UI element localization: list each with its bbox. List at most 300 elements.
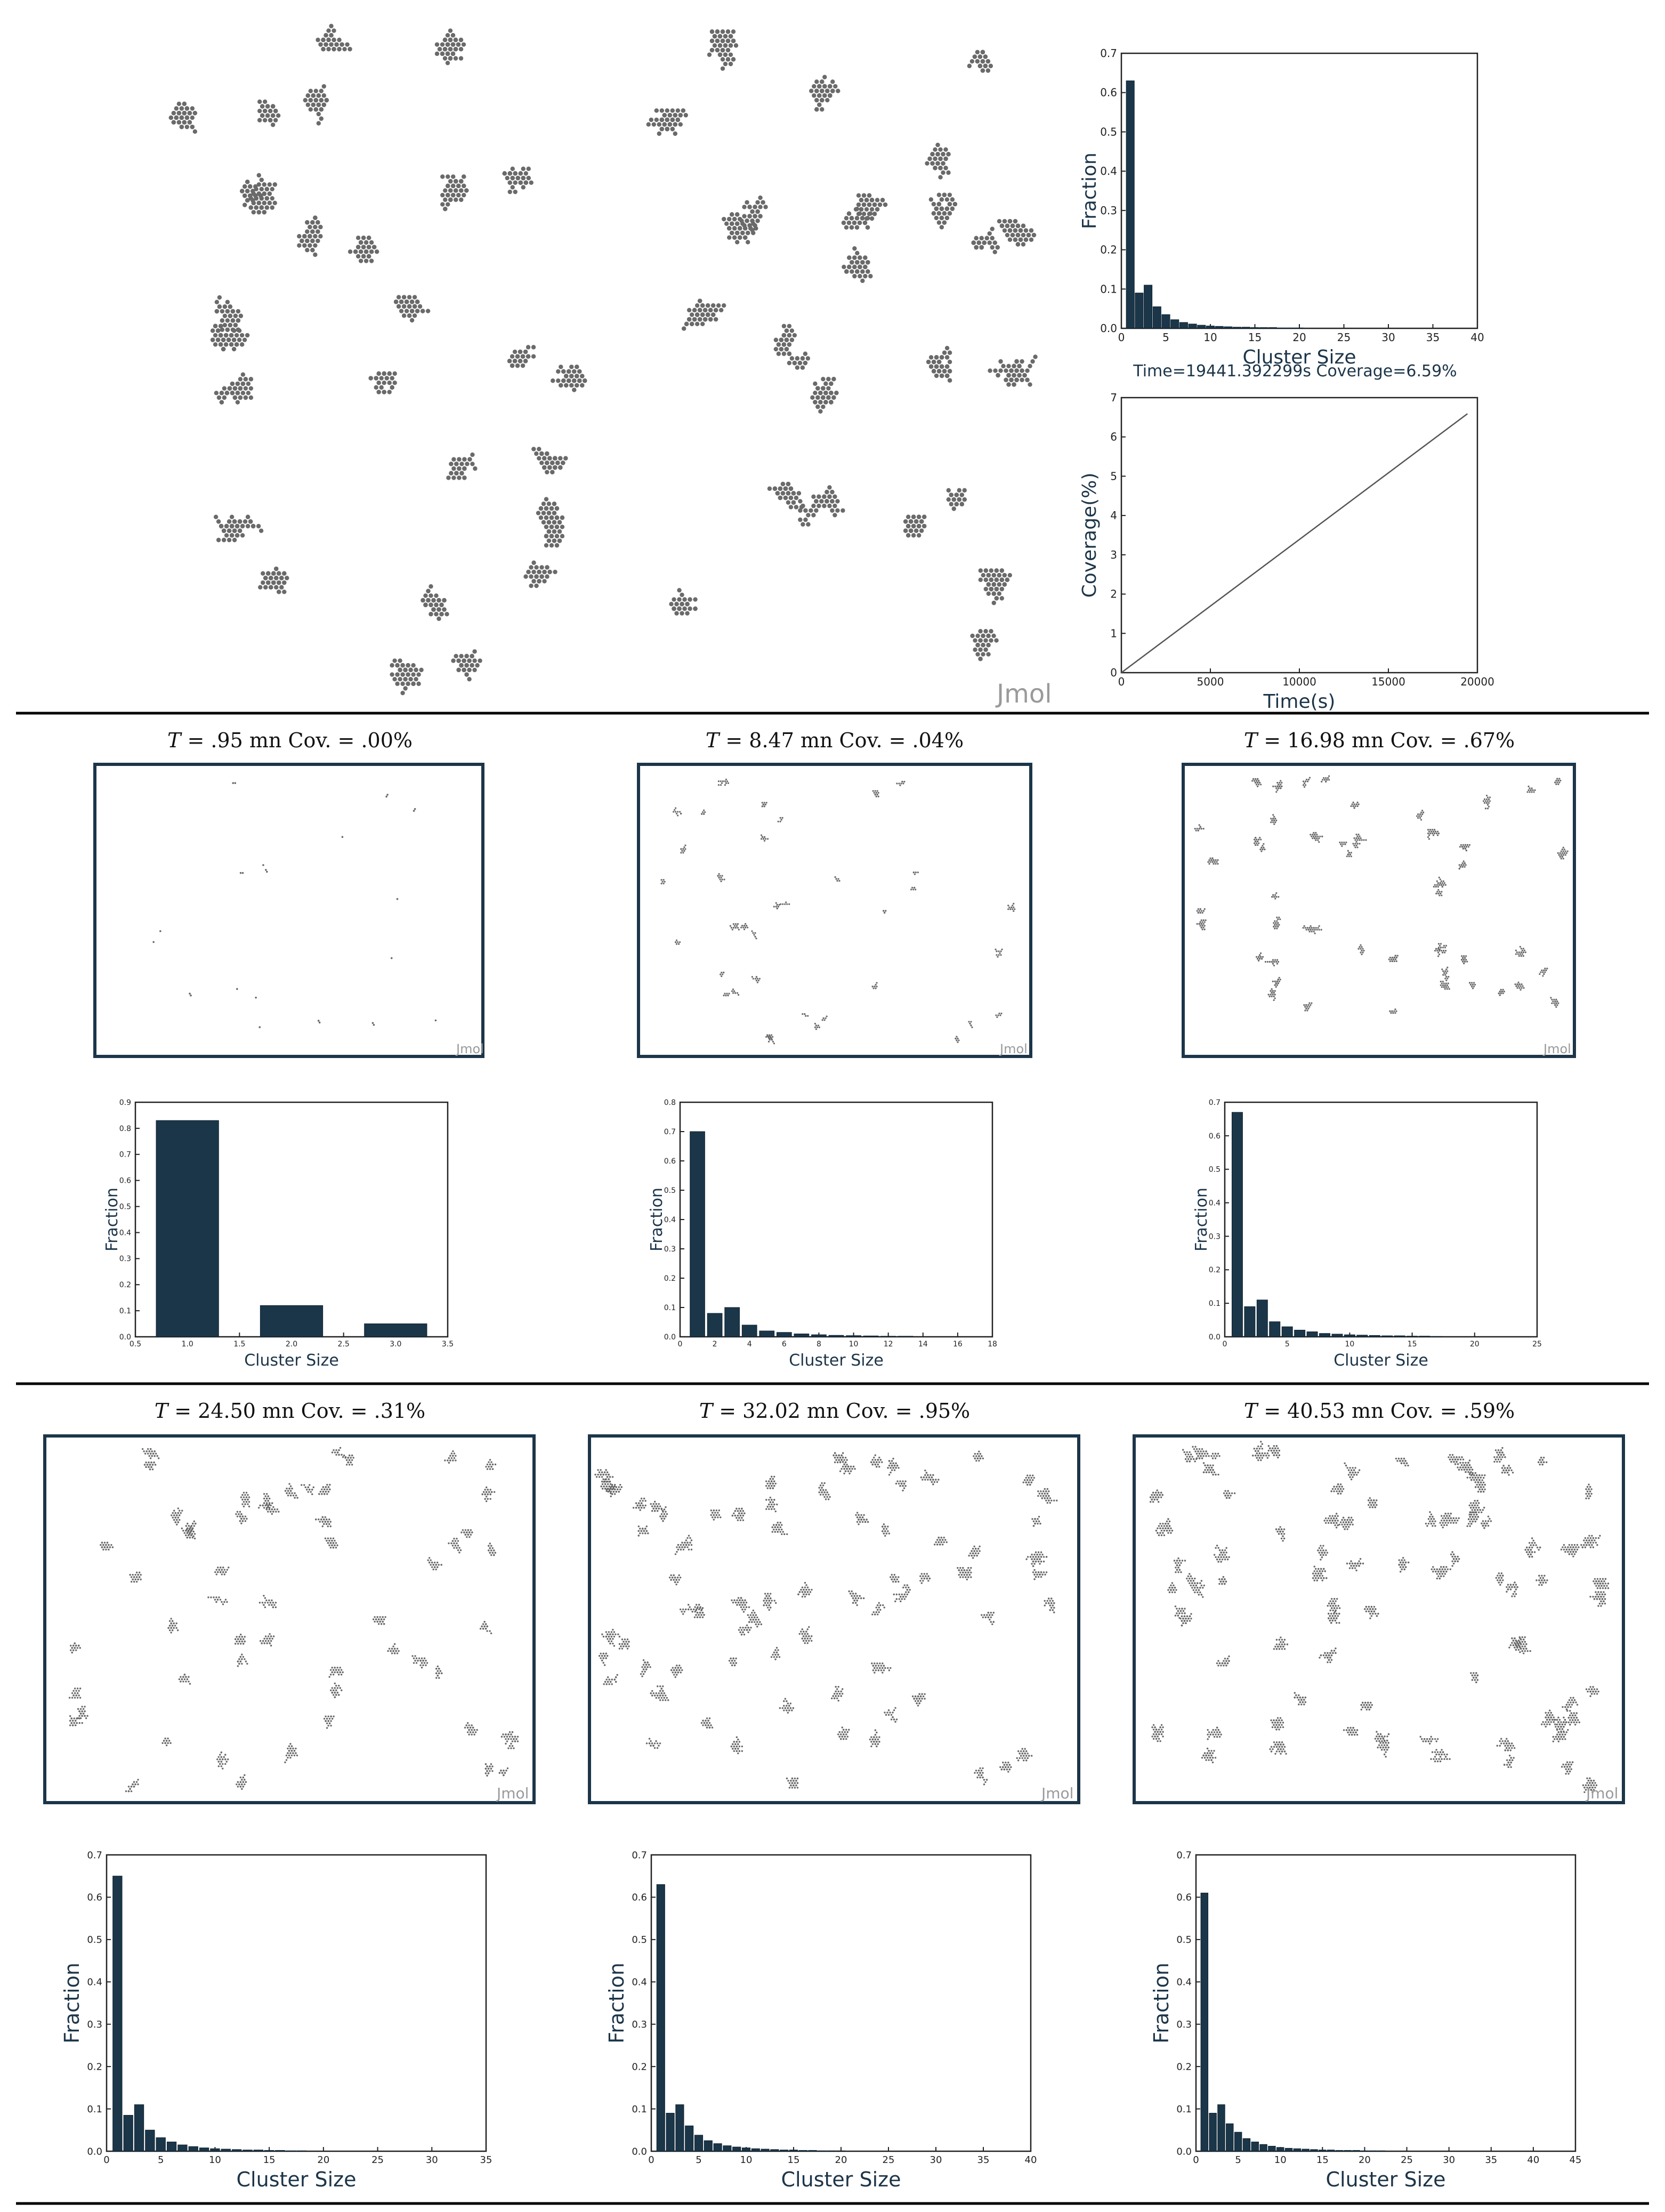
adatom (732, 929, 733, 930)
adatom (773, 1043, 775, 1044)
adatom (305, 248, 309, 252)
adatom (369, 376, 373, 380)
adatom (922, 515, 926, 519)
adatom (722, 303, 726, 308)
adatom (975, 59, 980, 63)
y-tick-label: 4 (1110, 509, 1117, 522)
adatom (773, 906, 775, 907)
adatom (1565, 854, 1566, 855)
adatom (804, 1013, 805, 1015)
adatom (545, 575, 549, 579)
adatom (1346, 855, 1348, 857)
adatom (215, 300, 219, 304)
adatom (1017, 373, 1021, 377)
adatom (775, 902, 777, 903)
adatom (727, 995, 729, 996)
simulation-frame (95, 764, 483, 1056)
adatom (986, 68, 990, 72)
adatom (437, 617, 441, 621)
y-axis-label: Coverage(%) (1079, 472, 1101, 598)
adatom (228, 323, 232, 327)
adatom (1500, 989, 1502, 990)
adatom (953, 202, 957, 206)
adatom (449, 462, 453, 466)
adatom (855, 225, 859, 230)
adatom (941, 161, 945, 165)
x-tick-label: 2 (712, 1340, 717, 1349)
adatom (319, 116, 324, 120)
adatom (721, 975, 722, 977)
adatom (434, 603, 438, 607)
adatom (649, 118, 653, 122)
adatom (1274, 981, 1276, 982)
adatom (269, 585, 273, 590)
adatom (1275, 926, 1276, 927)
adatom (319, 107, 324, 111)
adatom (984, 578, 988, 582)
adatom (318, 225, 322, 229)
adatom (390, 672, 394, 676)
adatom (545, 451, 549, 456)
adatom (1274, 990, 1276, 991)
adatom (860, 260, 864, 264)
adatom (746, 925, 747, 926)
adatom (670, 118, 675, 122)
adatom (254, 205, 258, 209)
adatom (838, 880, 840, 882)
adatom (270, 187, 274, 191)
adatom (917, 533, 921, 537)
adatom (993, 368, 997, 373)
adatom (823, 391, 828, 395)
adatom (440, 42, 444, 46)
adatom (505, 176, 510, 180)
adatom (842, 221, 846, 225)
adatom (1278, 917, 1280, 918)
adatom (683, 850, 685, 852)
adatom (972, 240, 976, 245)
adatom (794, 505, 798, 509)
adatom (398, 658, 402, 663)
adatom (812, 93, 816, 98)
adatom (1024, 238, 1028, 242)
adatom (814, 79, 819, 84)
adatom (934, 365, 939, 369)
adatom (983, 54, 988, 59)
adatom (789, 496, 793, 500)
adatom (334, 42, 338, 46)
adatom (672, 597, 676, 601)
adatom (1278, 787, 1279, 789)
adatom (801, 366, 805, 370)
adatom (232, 782, 234, 784)
adatom (361, 254, 366, 259)
adatom (1274, 924, 1275, 925)
adatom (1518, 987, 1520, 989)
adatom (1276, 963, 1278, 964)
adatom (459, 38, 463, 42)
adatom (827, 495, 831, 499)
x-tick-label: 25 (1337, 331, 1351, 344)
adatom (798, 361, 802, 365)
y-tick-label: 0.7 (1100, 47, 1117, 60)
x-tick-label: 20000 (1460, 675, 1494, 688)
adatom (781, 482, 785, 486)
adatom (224, 533, 229, 537)
adatom (837, 878, 839, 879)
adatom (451, 184, 455, 188)
adatom (1487, 800, 1489, 802)
adatom (262, 201, 266, 205)
adatom (1313, 927, 1315, 929)
adatom (322, 102, 326, 107)
adatom (974, 245, 979, 249)
adatom (180, 106, 184, 110)
adatom (818, 409, 822, 414)
adatom (1438, 891, 1440, 892)
adatom (880, 198, 885, 202)
adatom (459, 47, 463, 51)
adatom (990, 236, 995, 240)
adatom (987, 573, 991, 577)
adatom (814, 499, 818, 503)
adatom (213, 342, 217, 346)
adatom (665, 127, 669, 131)
adatom (1012, 905, 1013, 906)
adatom (459, 198, 463, 202)
adatom (1280, 787, 1281, 789)
adatom (856, 193, 861, 198)
adatom (948, 378, 952, 382)
adatom (687, 317, 691, 321)
adatom (326, 47, 330, 51)
adatom (1488, 802, 1490, 804)
adatom (545, 565, 549, 569)
adatom (185, 106, 189, 110)
adatom (1559, 780, 1561, 781)
adatom (789, 505, 793, 509)
adatom (903, 529, 908, 533)
adatom (1009, 368, 1013, 373)
adatom (752, 932, 754, 934)
adatom (478, 658, 482, 663)
adatom (266, 871, 268, 873)
adatom (859, 198, 863, 202)
adatom (564, 383, 568, 387)
adatom (829, 382, 833, 386)
y-tick-label: 0.5 (119, 1202, 131, 1212)
adatom (942, 351, 947, 355)
adatom (1440, 878, 1441, 880)
adatom (560, 534, 564, 538)
adatom (385, 376, 389, 380)
adatom (243, 337, 247, 342)
adatom (395, 663, 399, 667)
adatom (850, 225, 854, 230)
adatom (876, 986, 878, 987)
adatom (1030, 359, 1034, 364)
adatom (1281, 786, 1282, 787)
adatom (950, 197, 955, 201)
adatom (1345, 842, 1347, 843)
histogram-bar (1162, 314, 1170, 328)
adatom (1555, 780, 1557, 781)
adatom (1483, 800, 1484, 802)
adatom (569, 383, 573, 387)
x-tick-label: 0 (677, 1340, 683, 1349)
adatom (1395, 955, 1396, 956)
y-tick-label: 0.4 (1100, 165, 1117, 178)
adatom (1273, 820, 1275, 821)
adatom (337, 38, 341, 42)
adatom (771, 1034, 772, 1036)
adatom (822, 93, 827, 98)
adatom (1466, 850, 1467, 851)
adatom (1444, 882, 1445, 884)
adatom (369, 240, 374, 245)
adatom (473, 466, 477, 471)
adatom (263, 100, 267, 104)
adatom (258, 1026, 261, 1028)
adatom (1441, 881, 1442, 882)
adatom (1565, 850, 1566, 852)
adatom (736, 925, 738, 927)
adatom (448, 28, 452, 33)
adatom (1419, 813, 1421, 815)
adatom (872, 203, 877, 207)
adatom (1437, 893, 1439, 894)
adatom (1561, 854, 1562, 855)
adatom (268, 182, 272, 187)
adatom (265, 869, 267, 871)
adatom (1275, 922, 1276, 924)
adatom (230, 382, 235, 386)
adatom (1279, 786, 1280, 787)
adatom (721, 972, 722, 973)
adatom (297, 243, 301, 247)
adatom (836, 88, 840, 93)
adatom (1467, 844, 1468, 846)
adatom (1474, 984, 1476, 986)
adatom (1419, 817, 1421, 819)
adatom (978, 638, 982, 642)
adatom (1463, 959, 1465, 960)
adatom (716, 303, 721, 308)
adatom (1442, 882, 1443, 884)
adatom (348, 249, 352, 254)
adatom (785, 338, 789, 342)
adatom (794, 496, 798, 500)
adatom (310, 248, 314, 252)
adatom (680, 852, 682, 853)
adatom (313, 234, 317, 238)
adatom (260, 205, 264, 209)
adatom (462, 42, 466, 46)
adatom (470, 462, 474, 466)
adatom (723, 972, 724, 973)
adatom (1441, 894, 1442, 896)
adatom (1356, 802, 1358, 803)
adatom (715, 48, 720, 52)
adatom (405, 309, 409, 313)
adatom (390, 663, 394, 667)
adatom (390, 376, 394, 380)
adatom (742, 214, 746, 218)
adatom (1197, 923, 1198, 925)
adatom (268, 118, 272, 122)
adatom (1464, 846, 1465, 847)
adatom (359, 259, 363, 263)
adatom (1025, 368, 1029, 373)
adatom (508, 190, 512, 194)
adatom (815, 395, 820, 400)
adatom (260, 104, 264, 108)
adatom (257, 191, 261, 196)
adatom (1267, 961, 1268, 963)
adatom (680, 602, 684, 606)
adatom (451, 174, 455, 179)
adatom (701, 813, 702, 815)
adatom (1019, 238, 1023, 242)
adatom (957, 1038, 958, 1039)
adatom (819, 1027, 820, 1028)
adatom (282, 571, 286, 576)
adatom (766, 1034, 768, 1036)
adatom (262, 182, 266, 187)
adatom (833, 84, 837, 88)
panel-2 (638, 729, 1031, 1370)
adatom (935, 152, 940, 156)
adatom (356, 254, 360, 259)
adatom (317, 112, 321, 116)
x-tick-label: 6 (781, 1340, 787, 1349)
adatom (1313, 931, 1315, 932)
adatom (1276, 927, 1278, 929)
adatom (1473, 982, 1475, 983)
adatom (1442, 886, 1443, 887)
adatom (446, 174, 450, 179)
adatom (182, 102, 187, 106)
adatom (998, 954, 999, 956)
adatom (1463, 955, 1465, 957)
adatom (779, 904, 780, 906)
adatom (1028, 382, 1032, 386)
adatom (1273, 965, 1275, 966)
adatom (451, 457, 456, 462)
adatom (1339, 842, 1340, 843)
adatom (369, 249, 374, 254)
x-tick-label: 14 (918, 1340, 928, 1349)
adatom (1275, 896, 1277, 898)
adatom (1199, 923, 1200, 925)
adatom (374, 376, 378, 380)
panel-3 (1183, 729, 1574, 1370)
adatom (310, 229, 314, 233)
adatom (695, 312, 699, 317)
adatom (459, 179, 463, 183)
adatom (989, 568, 993, 572)
adatom (1396, 960, 1397, 962)
adatom (1462, 862, 1464, 864)
adatom (1396, 957, 1397, 958)
adatom (978, 648, 982, 652)
adatom (531, 447, 536, 451)
adatom (431, 607, 435, 611)
adatom (230, 524, 234, 528)
adatom (992, 573, 996, 577)
adatom (516, 176, 520, 180)
adatom (708, 317, 713, 321)
adatom (257, 182, 261, 187)
adatom (1203, 923, 1205, 925)
adatom (1463, 860, 1465, 862)
adatom (449, 471, 453, 475)
adatom (783, 487, 788, 491)
adatom (1554, 1000, 1556, 1002)
adatom (555, 515, 559, 520)
adatom (932, 360, 936, 364)
adatom (361, 236, 366, 240)
adatom (990, 245, 995, 249)
adatom (1558, 781, 1560, 783)
histogram-bar (707, 1313, 722, 1337)
adatom (825, 1018, 827, 1019)
adatom (660, 127, 664, 131)
adatom (737, 992, 738, 994)
adatom (1273, 926, 1274, 927)
adatom (1515, 985, 1517, 987)
adatom (820, 88, 824, 93)
adatom (544, 506, 548, 511)
adatom (1347, 854, 1349, 855)
adatom (1271, 992, 1273, 994)
adatom (872, 212, 877, 216)
adatom (998, 359, 1003, 364)
adatom (997, 956, 998, 958)
adatom (329, 33, 333, 37)
adatom (981, 573, 985, 577)
adatom (451, 52, 455, 56)
adatom (913, 871, 915, 873)
adatom (1499, 991, 1501, 992)
adatom (1488, 806, 1490, 808)
adatom (193, 130, 197, 134)
adatom (975, 634, 980, 638)
adatom (1006, 382, 1011, 386)
adatom (555, 506, 559, 511)
adatom (1436, 891, 1438, 892)
adatom (1271, 988, 1273, 990)
adatom (1465, 844, 1466, 846)
adatom (219, 333, 223, 337)
adatom (531, 354, 536, 358)
adatom (279, 576, 284, 580)
adatom (426, 598, 430, 602)
adatom (825, 499, 829, 503)
adatom (724, 993, 725, 995)
adatom (1273, 922, 1274, 924)
adatom (983, 638, 988, 642)
adatom (1262, 845, 1263, 846)
cluster-size-histogram (648, 1099, 997, 1370)
adatom (567, 369, 571, 374)
adatom (1563, 847, 1564, 849)
adatom (822, 75, 827, 79)
adatom (220, 318, 224, 322)
adatom (446, 52, 450, 56)
adatom (529, 584, 533, 588)
adatom (983, 648, 988, 652)
